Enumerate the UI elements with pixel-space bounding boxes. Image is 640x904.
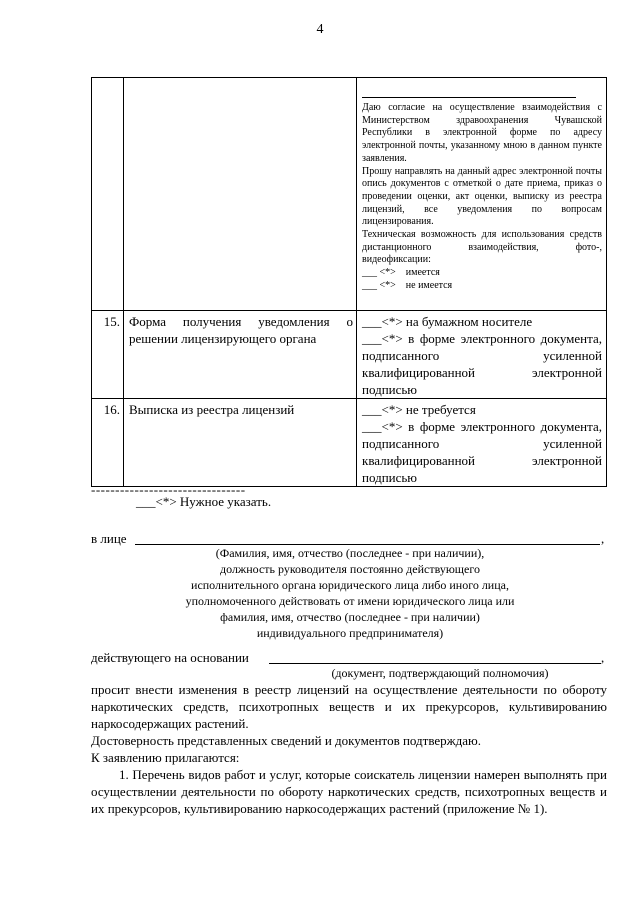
attached-heading: К заявлению прилагаются:: [91, 750, 240, 765]
row16-options: [357, 399, 607, 487]
attachment-item-1: 1. Перечень видов работ и услуг, которые соискатель лицензии намерен выполнять при осуществлении деятельности по обороту наркотических средств, психотропных веществ и их прекурсоров, культивированию наркосодержащих растений (приложение № 1).: [91, 767, 607, 816]
request-paragraph: просит внести изменения в реестр лицензий на осуществление деятельности по обороту наркотических средств, психотропных веществ и их прекурсоров, культивированию наркосодержащих растений.: [91, 682, 607, 731]
table-row: [92, 78, 607, 311]
row14-content-cell: [357, 78, 607, 311]
basis-hint: (документ, подтверждающий полномочия): [331, 666, 549, 680]
row15-label: Форма получения уведомления о решении лицензирующего органа: [124, 311, 357, 399]
row14-label-cell: [124, 78, 357, 311]
basis-field[interactable]: [269, 663, 601, 664]
footnote-text: ___<*> Нужное указать.: [136, 494, 272, 509]
row15-option-paper: ___<*> на бумажном носителе: [362, 314, 533, 329]
row16-option-electronic: ___<*> в форме электронного документа, подписанного усиленной квалифицированной электронной подписью: [362, 419, 602, 485]
basis-comma: ,: [601, 650, 605, 665]
row15-options: [357, 311, 607, 399]
basis-line: [91, 650, 607, 666]
application-table: [91, 77, 607, 487]
row16-option-none: ___<*> не требуется: [362, 402, 476, 417]
tech-option-no: ___ <*> не имеется: [362, 279, 453, 291]
tech-text: Техническая возможность для использования средств дистанционного взаимодействия, фото-, видеофиксации:: [362, 229, 602, 266]
body-paragraphs: [91, 681, 607, 817]
table-row: [92, 311, 607, 399]
hint-line: индивидуального предпринимателя): [256, 626, 444, 640]
page-number: 4: [316, 22, 324, 37]
row16-number: 16.: [92, 399, 124, 487]
footnote-separator: --------------------------------: [91, 482, 246, 497]
consent-text: Даю согласие на осуществление взаимодействия с Министерством здравоохранения Чувашской Республики в электронной форме по адресу электронной почты, указанному мною в данном пункте заявления.: [362, 102, 602, 164]
table-row: [92, 399, 607, 487]
hint-line: уполномоченного действовать от имени юридического лица или: [185, 594, 515, 608]
hint-line: должность руководителя постоянно действующего: [220, 562, 480, 576]
in-person-hint: [130, 545, 570, 641]
row14-number-cell: [92, 78, 124, 311]
tech-option-yes: ___ <*> имеется: [362, 267, 440, 279]
hint-line: фамилия, имя, отчество (последнее - при наличии): [220, 610, 480, 624]
basis-label: действующего на основании: [91, 650, 249, 665]
hint-line: исполнительного органа юридического лица либо иного лица,: [191, 578, 509, 592]
row15-option-electronic: ___<*> в форме электронного документа, подписанного усиленной квалифицированной электронной подписью: [362, 331, 602, 397]
row15-number: 15.: [92, 311, 124, 399]
confirm-paragraph: Достоверность представленных сведений и документов подтверждаю.: [91, 733, 481, 748]
in-person-comma: ,: [601, 531, 605, 546]
hint-line: (Фамилия, имя, отчество (последнее - при наличии),: [215, 546, 485, 560]
in-person-label: в лице: [91, 531, 127, 546]
email-underline: [362, 97, 576, 98]
request-text: Прошу направлять на данный адрес электронной почты опись документов с отметкой о дате приема, приказ о проведении оценки, акт оценки, выписку из реестра лицензий, все уведомления по вопросам лицензирования.: [362, 165, 602, 228]
row16-label: Выписка из реестра лицензий: [124, 399, 357, 487]
